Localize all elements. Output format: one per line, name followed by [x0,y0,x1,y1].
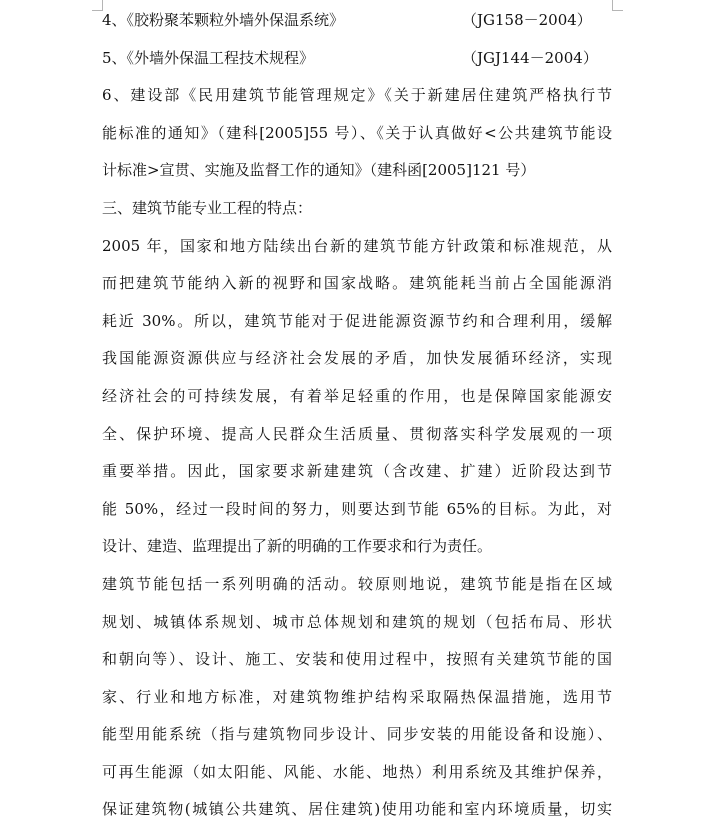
text-line: 能标准的通知》（建科[2005]55 号）、《关于认真做好<公共建筑节能设 [102,123,612,142]
text-line: 能型用能系统（指与建筑物同步设计、同步安装的用能设备和设施）、 [102,725,612,744]
text-line: 能 50%，经过一段时间的努力，则要达到节能 65%的目标。为此，对 [102,499,612,518]
reference-code: （JGJ144－2004） [462,48,598,67]
reference-title: 5、《外墙外保温工程技术规程》 [102,48,315,67]
text-line: 规划、城镇体系规划、城市总体规划和建筑的规划（包括布局、形状 [102,612,612,631]
document-page [102,0,612,829]
paragraph-1 [102,228,612,566]
text-line: 重要举措。因此，国家要求新建建筑（含改建、扩建）近阶段达到节 [102,462,612,481]
text-line: 我国能源资源供应与经济社会发展的矛盾，加快发展循环经济，实现 [102,349,612,368]
text-line: 保证建筑物(城镇公共建筑、居住建筑)使用功能和室内环境质量，切实 [102,800,612,819]
text-line: 建筑节能包括一系列明确的活动。较原则地说，建筑节能是指在区域 [102,574,612,593]
reference-item-5 [102,40,612,78]
reference-item-4 [102,2,612,40]
text-line: 设计、建造、监理提出了新的明确的工作要求和行为责任。 [102,537,493,556]
text-line: 家、行业和地方标准，对建筑物维护结构采取隔热保温措施，选用节 [102,687,612,706]
text-line: 6、建设部《民用建筑节能管理规定》《关于新建居住建筑严格执行节 [102,86,612,105]
reference-title: 4、《胶粉聚苯颗粒外墙外保温系统》 [102,11,345,29]
reference-item-6 [102,77,612,190]
reference-code: （JG158－2004） [462,11,592,29]
paragraph-2 [102,566,612,829]
text-line: 耗近 30%。所以，建筑节能对于促进能源资源节约和合理利用，缓解 [102,311,612,330]
page-corner-mark-right [612,0,623,11]
text-line: 可再生能源（如太阳能、风能、水能、地热）利用系统及其维护保养， [102,762,612,781]
text-line: 2005 年，国家和地方陆续出台新的建筑节能方针政策和标准规范，从 [102,236,612,255]
text-line: 和朝向等）、设计、施工、安装和使用过程中，按照有关建筑节能的国 [102,650,612,669]
section-heading: 三、建筑节能专业工程的特点： [102,198,313,217]
text-line: 而把建筑节能纳入新的视野和国家战略。建筑能耗当前占全国能源消 [102,274,612,293]
text-line: 计标准>宣贯、实施及监督工作的通知》（建科函[2005]121 号） [102,161,536,180]
text-line: 经济社会的可持续发展，有着举足轻重的作用，也是保障国家能源安 [102,386,612,405]
text-line: 全、保护环境、提高人民群众生活质量、贯彻落实科学发展观的一项 [102,424,612,443]
